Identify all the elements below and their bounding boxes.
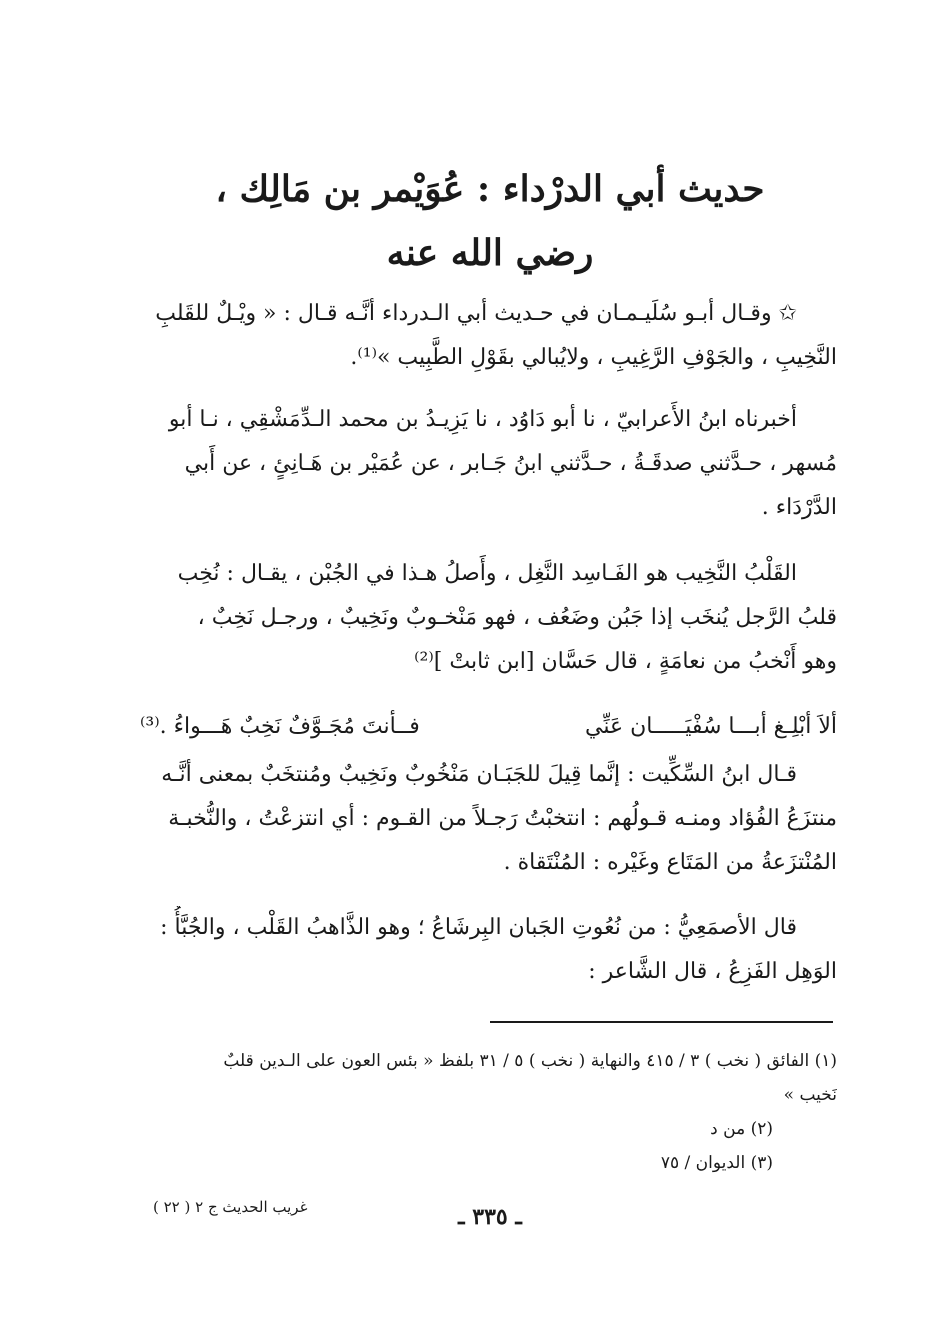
page-number: ـ ٣٣٥ ـ — [458, 1204, 522, 1230]
text-line: النَّخِيبِ ، والجَوْفِ الرَّغِيبِ ، ولايُبالي بقَوْلِ الطَّبِيب »⁽¹⁾. — [350, 345, 837, 370]
paragraph-asmai — [140, 906, 837, 994]
poetry-verse — [140, 705, 837, 749]
footnote-1-continued: نَخيب » — [783, 1085, 837, 1105]
footnote-3: (٣) الديوان / ٧٥ — [660, 1153, 773, 1173]
text-line: وهو أَنْخبُ من نعامَةٍ ، قال حَسَّان [ابن ثابتْ ]⁽²⁾ — [414, 649, 837, 674]
paragraph-hadith — [140, 292, 837, 380]
text-line: القَلْبُ النَّخِيب هو الفَـاسِد النَّغِل ، وأَصلُ هـذا في الجُبْن ، يقـال : نُخِب — [177, 561, 797, 586]
text-line: أخبرناه ابنُ الأَعرابيّ ، نا أبو دَاوُد ، نا يَزِيـدُ بن محمد الـدِّمَشْقِي ، نـا أبو — [168, 407, 797, 432]
footnote-1: (١) الفائق ( نخب ) ٣ / ٤١٥ والنهاية ( نخب ) ٥ / ٣١ بلفظ « بئس العون على الـدين قلبٌ — [223, 1051, 837, 1071]
text-line: قال الأصمَعِيُّ : من نُعُوتِ الجَبان البِرشَاعُ ؛ وهو الذَّاهبُ القَلْب ، والجُبَّأُ : — [160, 915, 797, 940]
text-line: قلبُ الرَّجل يُنخَب إذا جَبُن وضَعُف ، فهو مَنْخـوبٌ ونَخِيبٌ ، ورجـل نَخِبٌ ، — [197, 605, 837, 630]
text-line: قـال ابنُ السِّكِّيت : إنَّما قِيلَ للجَبَـان مَنْخُوبٌ ونَخِيبٌ ومُنتخَبٌ بمعنى أنَّـه — [161, 762, 797, 787]
text-line: ✩ وقـال أبـو سُلَيـمـان في حـديث أبي الـدرداء أنَّـه قـال : « ويْـلٌ للقَلبِ — [155, 301, 797, 326]
footnote-2: (٢) من د — [710, 1119, 773, 1139]
footnote-separator — [490, 1021, 833, 1023]
paragraph-isnad — [140, 398, 837, 530]
text-line: المُنْتزَعةُ من المَتَاع وغَيْره : المُنْتَقاة . — [503, 850, 837, 875]
footnotes — [140, 1044, 837, 1180]
text-line: منتزَعُ الفُؤاد ومنـه قـولُهم : انتخبْتُ رَجـلاً من القـوم : أي انتزعْتُ ، والنُّخبـة — [168, 806, 837, 831]
chapter-title-line1: حديث أبي الدرْداء : عُوَيْمر بن مَالِك ، — [215, 168, 765, 210]
text-line: الدَّرْدَاء . — [761, 495, 837, 520]
verse-first-hemistich: ألاَ أبْلِـغ أبـــا سُفْيَـــــان عَنِّي — [585, 714, 837, 739]
book-reference: غريب الحديث ج ٢ ( ٢٢ ) — [153, 1198, 308, 1216]
paragraph-explanation — [140, 552, 837, 684]
paragraph-ibn-sikkit — [140, 753, 837, 885]
text-line: الوَهِل الفَزِعُ ، قال الشَّاعر : — [588, 959, 837, 984]
verse-second-hemistich: فــأنتَ مُجَـوَّفٌ نَخِبٌ هَـــواءُ .⁽³⁾ — [140, 714, 420, 739]
text-line: مُسهر ، حـدَّثني صدقَـةُ ، حـدَّثني ابنُ جَـابر ، عن عُمَيْر بن هَـانِئٍ ، عن أَبي — [184, 451, 837, 476]
chapter-title-line2: رضي الله عنه — [386, 232, 594, 274]
